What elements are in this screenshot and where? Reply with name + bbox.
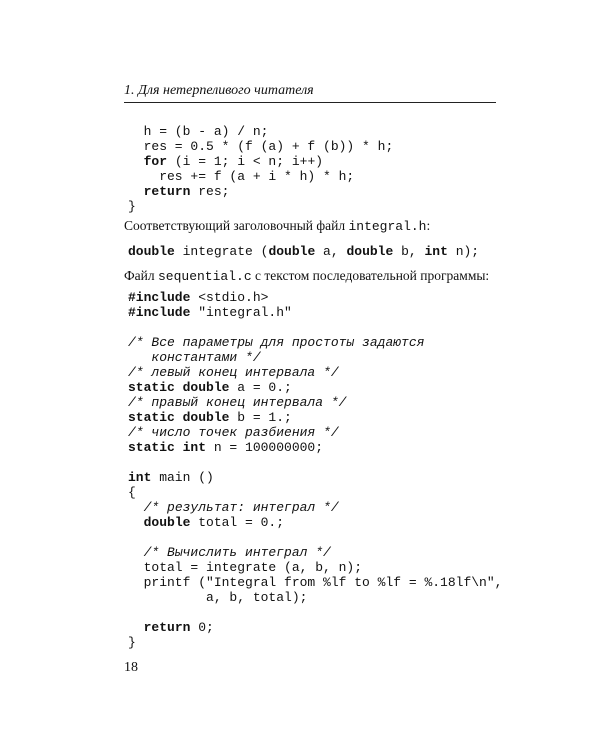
code-line [128, 515, 502, 530]
code-keyword: static double [128, 380, 230, 395]
code-keyword: for [143, 154, 168, 169]
code-text [128, 545, 144, 560]
code-line [128, 545, 502, 560]
code-line [128, 139, 393, 154]
code-line [128, 605, 502, 620]
running-head: 1. Для нетерпеливого читателя [124, 83, 314, 98]
code-comment: /* число точек разбиения */ [128, 425, 339, 440]
code-comment: /* результат: интеграл */ [143, 500, 339, 515]
code-text: b, [393, 244, 425, 259]
code-text: { [128, 485, 136, 500]
code-text: a, [315, 244, 347, 259]
code-text: } [128, 199, 136, 214]
code-declaration-integrate [128, 244, 479, 259]
code-text: (i = 1; i < n; i++) [167, 154, 324, 169]
code-comment: /* Вычислить интеграл */ [143, 545, 331, 560]
code-keyword: double [143, 515, 191, 530]
code-line [128, 575, 502, 590]
code-text [128, 184, 144, 199]
code-comment: константами */ [128, 350, 261, 365]
code-line [128, 305, 502, 320]
code-keyword: double [128, 244, 175, 259]
header-rule [124, 102, 496, 103]
code-comment: /* левый конец интервала */ [128, 365, 339, 380]
code-text: res += f (a + i * h) * h; [128, 169, 355, 184]
code-keyword: return [143, 184, 191, 199]
code-line [128, 335, 502, 350]
code-text: total = integrate (a, b, n); [128, 560, 363, 575]
code-text: <stdio.h> [190, 290, 269, 305]
code-line [128, 455, 502, 470]
paragraph-header-file [124, 218, 430, 235]
code-block-integrate-end [128, 124, 393, 214]
code-text: res; [190, 184, 230, 199]
filename-integral-h: integral.h [348, 219, 427, 234]
paragraph-text: Файл [124, 268, 158, 283]
code-keyword: #include [128, 305, 191, 320]
code-line [128, 244, 479, 259]
code-comment: /* правый конец интервала */ [128, 395, 347, 410]
code-line [128, 560, 502, 575]
code-line [128, 635, 502, 650]
code-line [128, 395, 502, 410]
code-keyword: double [268, 244, 316, 259]
code-text: res = 0.5 * (f (a) + f (b)) * h; [128, 139, 394, 154]
paragraph-text-end: : [426, 218, 431, 233]
code-text: a, b, total); [128, 590, 308, 605]
code-line [128, 530, 502, 545]
code-text [128, 620, 144, 635]
filename-sequential-c: sequential.c [158, 269, 252, 284]
code-line [128, 320, 502, 335]
code-line [128, 290, 502, 305]
code-text [128, 154, 144, 169]
code-block-sequential-c [128, 290, 502, 650]
code-text: b = 1.; [229, 410, 292, 425]
code-line [128, 124, 393, 139]
page-number: 18 [124, 660, 138, 675]
code-text: "integral.h" [190, 305, 292, 320]
code-line [128, 380, 502, 395]
paragraph-sequential-file [124, 268, 489, 285]
code-comment: /* Все параметры для простоты задаются [128, 335, 425, 350]
code-text: total = 0.; [190, 515, 285, 530]
code-text: h = (b - a) / n; [128, 124, 269, 139]
code-keyword: #include [128, 290, 191, 305]
code-text: } [128, 635, 136, 650]
code-line [128, 470, 502, 485]
code-text: n = 100000000; [206, 440, 324, 455]
code-keyword: static int [128, 440, 207, 455]
paragraph-text-end: с текстом последовательной программы: [251, 268, 490, 283]
code-text: 0; [190, 620, 214, 635]
code-text: main () [151, 470, 214, 485]
code-line [128, 365, 502, 380]
code-text: printf ("Integral from %lf to %lf = %.18lf\n", [128, 575, 503, 590]
code-text: n); [447, 244, 480, 259]
code-keyword: return [143, 620, 191, 635]
code-line [128, 410, 502, 425]
code-line [128, 500, 502, 515]
code-text [128, 515, 144, 530]
code-line [128, 620, 502, 635]
code-keyword: static double [128, 410, 230, 425]
code-line [128, 199, 393, 214]
code-line [128, 485, 502, 500]
code-line [128, 169, 393, 184]
code-keyword: double [346, 244, 394, 259]
code-line [128, 154, 393, 169]
code-text [128, 500, 144, 515]
code-line [128, 440, 502, 455]
code-line [128, 184, 393, 199]
paragraph-text: Соответствующий заголовочный файл [124, 218, 349, 233]
code-line [128, 350, 502, 365]
code-line [128, 425, 502, 440]
code-keyword: int [424, 244, 448, 259]
code-keyword: int [128, 470, 152, 485]
code-text: a = 0.; [229, 380, 292, 395]
code-line [128, 590, 502, 605]
code-text: integrate ( [174, 244, 269, 259]
